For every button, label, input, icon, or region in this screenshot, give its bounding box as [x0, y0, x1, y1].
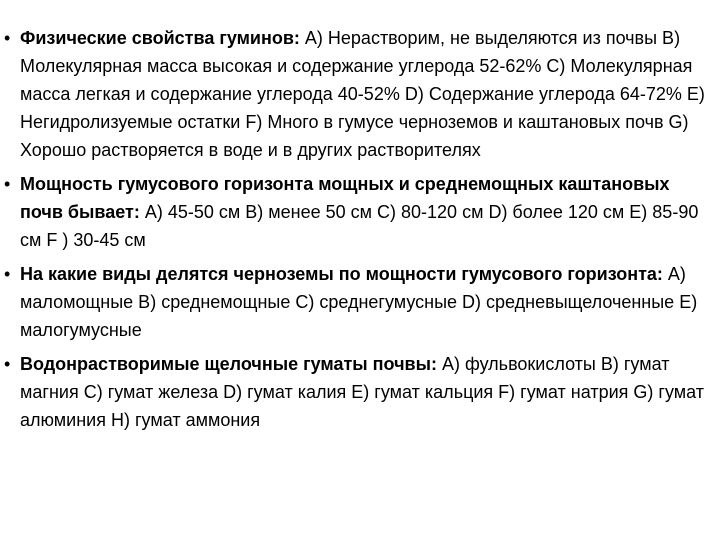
list-item [0, 350, 720, 434]
question-text: Мощность гумусового горизонта мощных и среднемощных каштановых почв бывает: [20, 174, 670, 222]
list-item [0, 170, 720, 254]
question-text: На какие виды делятся черноземы по мощности гумусового горизонта: [20, 264, 663, 284]
question-text: Водонрастворимые щелочные гуматы почвы: [20, 354, 437, 374]
list-item [0, 260, 720, 344]
answer-options: А) Нерастворим, не выделяются из почвы В) Молекулярная масса высокая и содержание углерода 52-62% С) Молекулярная масса легкая и содержание углерода 40-52% D) Содержание углерода 64-72% Е) Негидролизуемые остатки F) Много в гумусе черноземов и каштановых почв G) Хорошо растворяется в воде и в других растворителях [20, 28, 705, 160]
question-text: Физические свойства гуминов: [20, 28, 300, 48]
bullet-list [0, 24, 720, 440]
answer-options: А) 45-50 см В) менее 50 см С) 80-120 см D) более 120 см Е) 85-90 см F ) 30-45 см [20, 202, 699, 250]
list-item [0, 24, 720, 164]
answer-options: А) маломощные В) среднемощные С) среднегумусные D) средневыщелоченные Е) малогумусные [20, 264, 698, 340]
answer-options: А) фульвокислоты В) гумат магния С) гумат железа D) гумат калия Е) гумат кальция F) гумат натрия G) гумат алюминия H) гумат аммония [20, 354, 704, 430]
